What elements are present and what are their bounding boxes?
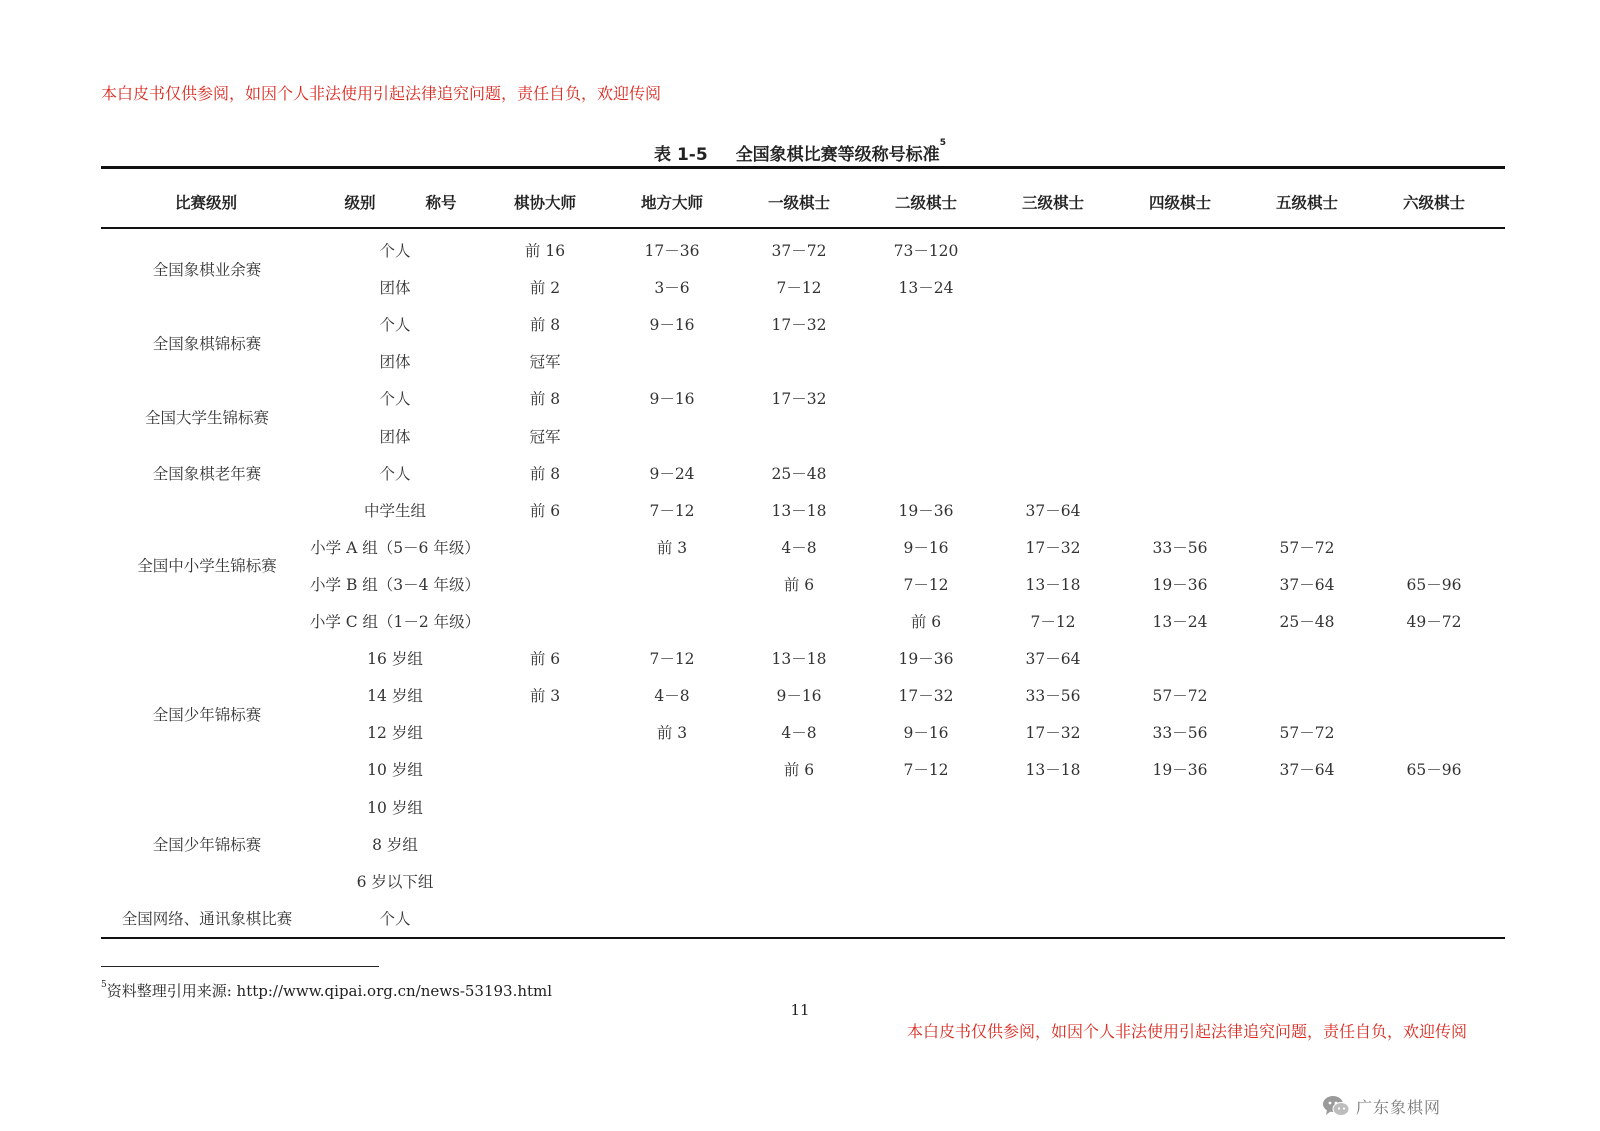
wechat-icon	[1322, 1094, 1350, 1118]
level-cell: 8 岁组	[372, 835, 418, 854]
table-cell: 33－56	[1025, 687, 1081, 706]
table-cell: 37－64	[1279, 761, 1335, 780]
competition-name: 全国象棋业余赛	[152, 260, 262, 279]
table-cell: 7－12	[903, 761, 949, 780]
footnote-marker: 5	[101, 980, 107, 990]
page-number: 11	[790, 1001, 810, 1019]
disclaimer-top: 本白皮书仅供参阅，如因个人非法使用引起法律追究问题，责任自负，欢迎传阅	[101, 84, 662, 103]
table-cell: 49－72	[1406, 613, 1462, 631]
table-cell: 13－18	[771, 650, 827, 669]
level-cell: 10 岁组	[367, 761, 423, 780]
table-cell: 19－36	[898, 650, 954, 669]
table-cell: 19－36	[898, 501, 954, 520]
table-cell: 7－12	[903, 575, 949, 594]
table-cell: 13－18	[1025, 575, 1081, 594]
table-header-rule	[101, 227, 1505, 229]
table-cell: 7－12	[776, 279, 822, 298]
competition-name: 全国中小学生锦标赛	[137, 557, 277, 576]
watermark	[1322, 1094, 1441, 1118]
table-cell: 前 6	[783, 575, 815, 594]
competition-name: 全国少年锦标赛	[152, 705, 262, 724]
header-cell: 三级棋士	[1021, 194, 1085, 212]
table-cell: 前 8	[529, 316, 561, 335]
competition-name: 全国网络、通讯象棋比赛	[121, 909, 293, 928]
footnote-separator	[101, 966, 379, 967]
table-cell: 前 16	[524, 242, 566, 260]
level-cell: 10 岁组	[367, 798, 423, 817]
competition-name: 全国象棋锦标赛	[152, 334, 262, 353]
table-cell: 37－64	[1025, 501, 1081, 520]
level-cell: 小学 B 组（3－4 年级）	[310, 575, 480, 594]
header-cell: 二级棋士	[894, 194, 958, 212]
table-cell: 17－36	[644, 242, 700, 260]
header-cell: 地方大师	[640, 194, 704, 212]
table-cell: 57－72	[1279, 538, 1335, 557]
table-cell: 前 6	[529, 650, 561, 669]
table-bottom-rule	[101, 937, 1505, 939]
level-cell: 团体	[379, 353, 411, 372]
competition-name: 全国象棋老年赛	[152, 464, 262, 483]
disclaimer-bottom: 本白皮书仅供参阅，如因个人非法使用引起法律追究问题，责任自负，欢迎传阅	[906, 1022, 1467, 1041]
header-cell: 四级棋士	[1148, 194, 1212, 212]
header-cell: 比赛级别	[174, 194, 238, 212]
level-cell: 小学 C 组（1－2 年级）	[309, 613, 481, 631]
footnote-text: 资料整理引用来源: http://www.qipai.org.cn/news-53193.html	[106, 982, 553, 1000]
table-cell: 前 3	[656, 538, 688, 557]
level-cell: 个人	[379, 242, 411, 260]
table-cell: 25－48	[1279, 613, 1335, 631]
table-cell: 19－36	[1152, 575, 1208, 594]
level-cell: 个人	[379, 390, 411, 409]
table-cell: 3－6	[654, 279, 690, 298]
table-cell: 前 6	[910, 613, 942, 631]
level-cell: 6 岁以下组	[356, 872, 434, 891]
table-cell: 7－12	[1030, 613, 1076, 631]
table-cell: 9－16	[903, 724, 949, 743]
table-cell: 前 3	[529, 687, 561, 706]
table-cell: 7－12	[649, 650, 695, 669]
table-cell: 9－24	[649, 464, 695, 483]
table-cell: 冠军	[529, 427, 561, 446]
table-cell: 37－64	[1025, 650, 1081, 669]
table-cell: 13－24	[898, 279, 954, 298]
table-cell: 前 8	[529, 464, 561, 483]
table-title-text: 全国象棋比赛等级称号标准	[735, 145, 940, 165]
table-cell: 65－96	[1406, 761, 1462, 780]
table-cell: 19－36	[1152, 761, 1208, 780]
level-cell: 团体	[379, 279, 411, 298]
header-cell: 级别	[344, 194, 376, 212]
level-cell: 团体	[379, 427, 411, 446]
level-cell: 个人	[379, 316, 411, 335]
table-cell: 73－120	[893, 242, 959, 260]
table-cell: 25－48	[771, 464, 827, 483]
level-cell: 个人	[379, 909, 411, 928]
table-cell: 9－16	[776, 687, 822, 706]
table-cell: 前 2	[529, 279, 561, 298]
header-cell: 一级棋士	[767, 194, 831, 212]
header-cell: 五级棋士	[1275, 194, 1339, 212]
table-cell: 9－16	[649, 390, 695, 409]
level-cell: 12 岁组	[367, 724, 423, 743]
watermark-text: 广东象棋网	[1356, 1097, 1442, 1117]
table-cell: 17－32	[771, 390, 827, 409]
table-top-rule	[101, 166, 1505, 169]
footnote	[101, 980, 552, 1001]
footnote-ref: 5	[939, 138, 946, 148]
table-cell: 前 6	[783, 761, 815, 780]
table-cell: 13－18	[1025, 761, 1081, 780]
table-cell: 33－56	[1152, 538, 1208, 557]
table-cell: 4－8	[781, 538, 817, 557]
table-cell: 前 8	[529, 390, 561, 409]
table-cell: 9－16	[903, 538, 949, 557]
table-cell: 17－32	[771, 316, 827, 335]
table-cell: 37－72	[771, 242, 827, 260]
level-cell: 14 岁组	[367, 687, 423, 706]
table-cell: 13－18	[771, 501, 827, 520]
table-cell: 65－96	[1406, 575, 1462, 594]
table-cell: 4－8	[654, 687, 690, 706]
table-cell: 7－12	[649, 501, 695, 520]
header-cell: 六级棋士	[1402, 194, 1466, 212]
table-cell: 17－32	[1025, 724, 1081, 743]
level-cell: 小学 A 组（5－6 年级）	[310, 538, 480, 557]
table-cell: 57－72	[1152, 687, 1208, 706]
table-cell: 4－8	[781, 724, 817, 743]
header-cell: 称号	[425, 194, 457, 212]
table-cell: 13－24	[1152, 613, 1208, 631]
table-cell: 57－72	[1279, 724, 1335, 743]
level-cell: 个人	[379, 464, 411, 483]
table-cell: 17－32	[898, 687, 954, 706]
competition-name: 全国大学生锦标赛	[144, 408, 270, 427]
table-cell: 前 3	[656, 724, 688, 743]
table-number: 表 1-5	[654, 145, 708, 165]
level-cell: 中学生组	[363, 501, 427, 520]
table-cell: 17－32	[1025, 538, 1081, 557]
header-cell: 棋协大师	[513, 194, 577, 212]
table-cell: 前 6	[529, 501, 561, 520]
table-cell: 33－56	[1152, 724, 1208, 743]
table-cell: 37－64	[1279, 575, 1335, 594]
level-cell: 16 岁组	[367, 650, 423, 669]
table-cell: 冠军	[529, 353, 561, 372]
table-title	[0, 140, 1600, 165]
competition-name: 全国少年锦标赛	[152, 835, 262, 854]
table-cell: 9－16	[649, 316, 695, 335]
